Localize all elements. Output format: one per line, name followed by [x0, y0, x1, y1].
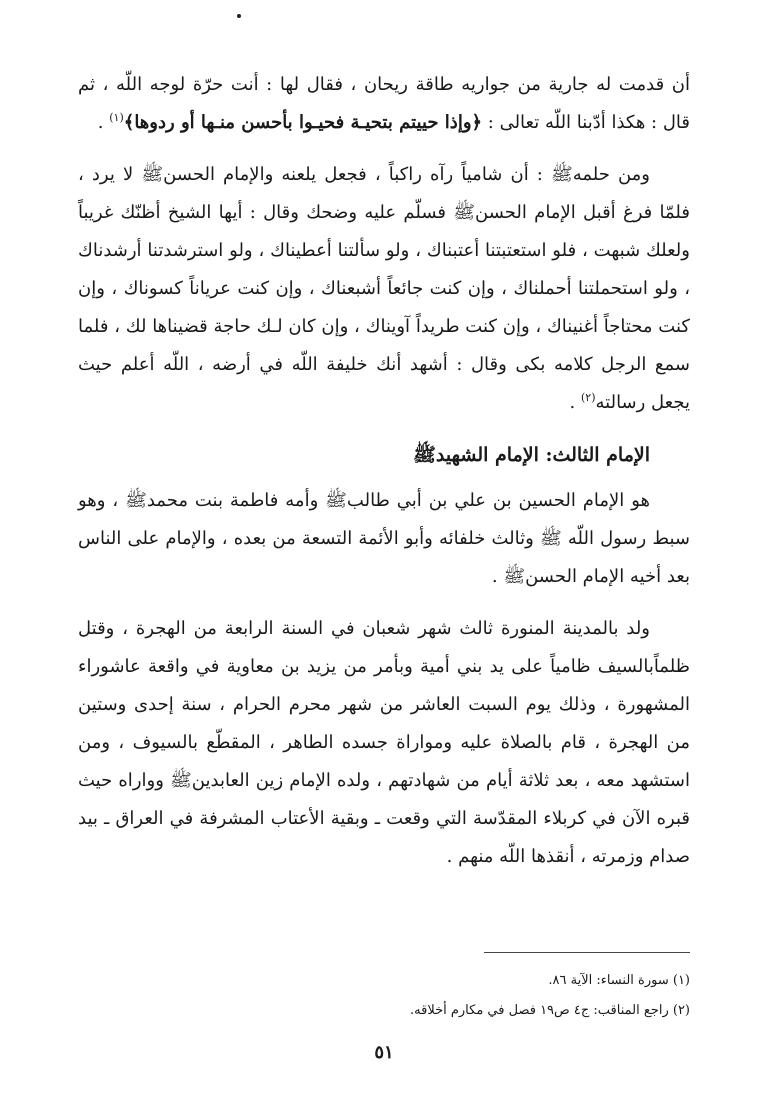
paragraph-1-end: .: [97, 112, 110, 133]
page-number: ٥١: [374, 1042, 394, 1063]
paragraph-3: هو الإمام الحسين بن علي بن أبي طالبﷺ وأمه فاطمة بنت محمدﷺ ، وهو سبط رسول اللّه ﷺ وثالث خلفائه وأبو الأئمة التسعة من بعده ، والإمام على الناس بعد أخيه الإمام الحسنﷺ .: [78, 490, 690, 587]
footnote-ref-2[interactable]: (٢): [580, 391, 596, 404]
footnote-divider: [484, 952, 690, 953]
paragraph-2-text: ومن حلمهﷺ : أن شامياً رآه راكباً ، فجعل يلعنه والإمام الحسنﷺ لا يرد ، فلمّا فرغ أقبل الإمام الحسنﷺ فسلّم عليه وضحك وقال : أيها الشيخ أظنّك غريباً ولعلك شبهت ، فلو استعتبتنا أعتبناك ، ولو سألتنا أعطيناك ، ولو استرشدتنا أرشدناك ، ولو استحملتنا أحملناك ، وإن كنت جائعاً أشبعناك ، وإن كنت عرياناً كسوناك ، وإن كنت محتاجاً أغنيناك ، وإن كنت طريداً آويناك ، وإن كان لـك حاجة قضيناها لك ، فلما سمع الرجل كلامه بكى وقال : أشهد أنك خليفة اللّه في أرضه ، اللّه أعلم حيث يجعل رسالته: [78, 164, 690, 413]
page-mark: [237, 14, 241, 18]
quran-verse: ﴿وإذا حييتم بتحيـة فحيـوا بأحسن منـها أو ردوها﴾: [123, 112, 483, 133]
paragraph-2-end: .: [569, 392, 581, 413]
main-text: [78, 66, 690, 890]
footnote-2: (٢) راجع المناقب: ج٤ ص١٩ فصل في مكارم أخلاقه.: [410, 1003, 690, 1018]
paragraph-1: [78, 66, 690, 142]
footnotes: [78, 966, 690, 1026]
paragraph-2: [78, 156, 690, 422]
footnote-1: (١) سورة النساء: الآية ٨٦.: [548, 973, 690, 988]
paragraph-4: ولد بالمدينة المنورة ثالث شهر شعبان في السنة الرابعة من الهجرة ، وقتل ظلماًبالسيف ظامياً على يد بني أمية وبأمر من يزيد بن معاوية في واقعة عاشوراء المشهورة ، وذلك يوم السبت العاشر من شهر محرم الحرام ، سنة إحدى وستين من الهجرة ، قام بالصلاة عليه ومواراة جسده الطاهر ، المقطّع بالسيوف ، ومن استشهد معه ، بعد ثلاثة أيام من شهادتهم ، ولده الإمام زين العابدينﷺ وواراه حيث قبره الآن في كربلاء المقدّسة التي وقعت ـ وبقية الأعتاب المشرفة في العراق ـ بيد صدام وزمرته ، أنقذها اللّه منهم .: [78, 618, 690, 867]
section-heading: الإمام الثالث: الإمام الشهيدﷺ: [412, 444, 650, 466]
footnote-ref-1[interactable]: (١): [109, 111, 124, 124]
paragraph-1-text: أن قدمت له جارية من جواريه طاقة ريحان ، فقال لها : أنت حرّة لوجه اللّه ، ثم قال : هكذا أدّبنا اللّه تعالى :: [78, 74, 690, 133]
